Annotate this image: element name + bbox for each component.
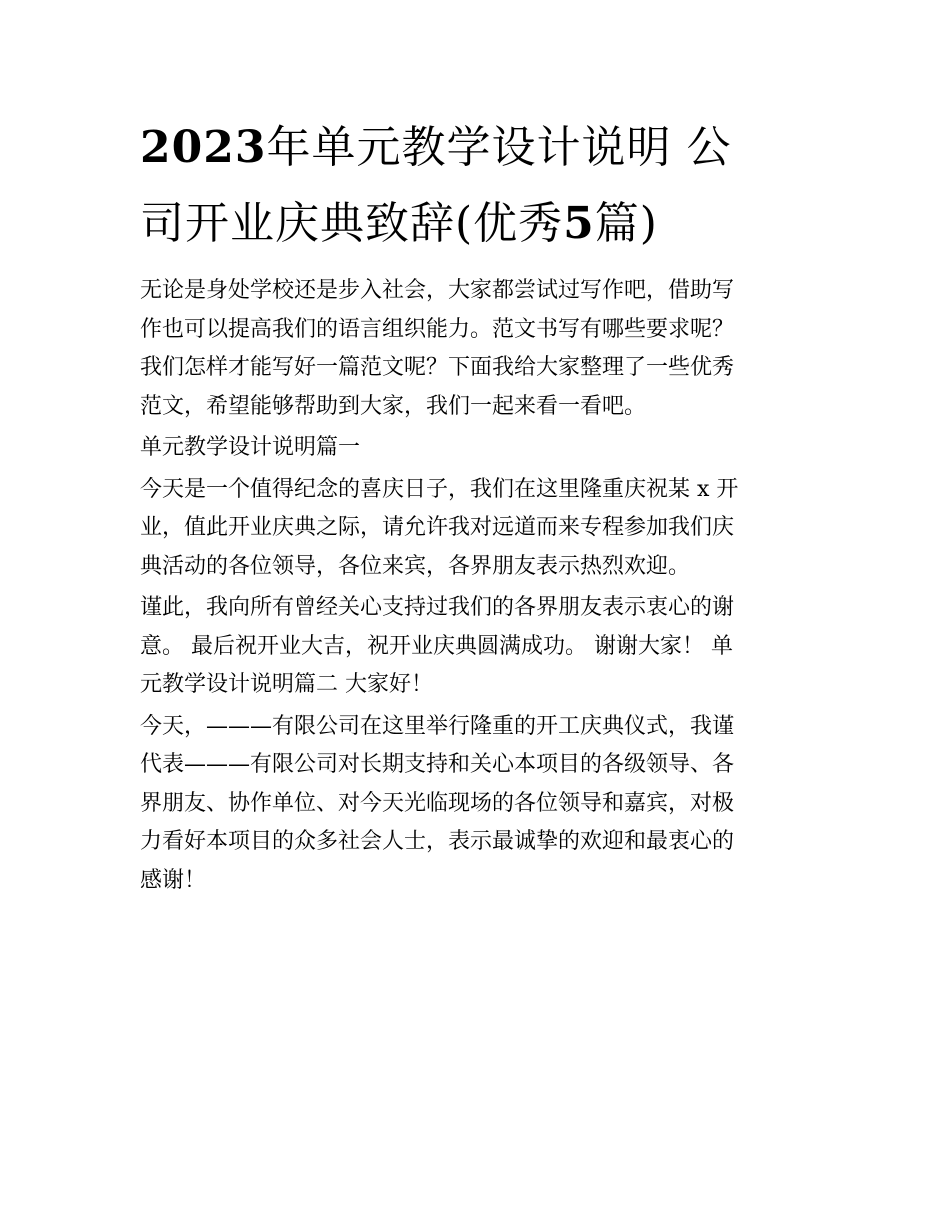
title-text-1: 年单元教学设计说明 公 [266,122,732,173]
paragraph-line: 谨此，我向所有曾经关心支持过我们的各界朋友表示衷心的谢 [140,595,735,620]
paragraph-line: 代表———有限公司对长期支持和关心本项目的各级领导、各 [140,752,735,777]
paragraph-line: 感谢！ [140,867,207,893]
paragraph-line: 作也可以提高我们的语言组织能力。范文书写有哪些要求呢？ [140,316,735,342]
title-text-2: 司开业庆典致辞(优秀 [140,198,564,249]
paragraph-line: 业，值此开业庆典之际，请允许我对远道而来专程参加我们庆 [140,515,735,540]
body-paragraph-3 [140,708,812,901]
paragraph-line: 范文，希望能够帮助到大家，我们一起来看一看吧。 [140,393,647,419]
paragraph-line: 我们怎样才能写好一篇范文呢？下面我给大家整理了一些优秀 [140,355,735,380]
document-content [140,110,812,900]
paragraph-line: 元教学设计说明篇二 大家好！ [140,672,433,697]
paragraph-line: 典活动的各位领导，各位来宾，各界朋友表示热烈欢迎。 [140,553,691,579]
section-heading-1 [140,429,812,468]
intro-paragraph [140,272,812,426]
section-heading-text: 单元教学设计说明篇一 [140,435,361,460]
title-text-3: 篇) [594,198,658,249]
body-paragraph-1 [140,471,812,587]
paragraph-line: 界朋友、协作单位、对今天光临现场的各位领导和嘉宾，对极 [140,790,735,816]
paragraph-line: 今天是一个值得纪念的喜庆日子，我们在这里隆重庆祝某 x 开 [140,476,739,502]
title-line-2 [140,186,812,262]
paragraph-line: 无论是身处学校还是步入社会，大家都尝试过写作吧，借助写 [140,278,735,303]
paragraph-line: 力看好本项目的众多社会人士，表示最诚挚的欢迎和最衷心的 [140,829,735,854]
document-title [140,110,812,262]
paragraph-line: 今天，———有限公司在这里举行隆重的开工庆典仪式，我谨 [140,713,735,739]
title-line-1 [140,110,812,186]
title-year: 2023 [140,122,267,173]
body-paragraph-2 [140,589,812,705]
title-count: 5 [563,198,595,249]
paragraph-line: 意。 最后祝开业大吉，祝开业庆典圆满成功。 谢谢大家！ 单 [140,633,733,659]
